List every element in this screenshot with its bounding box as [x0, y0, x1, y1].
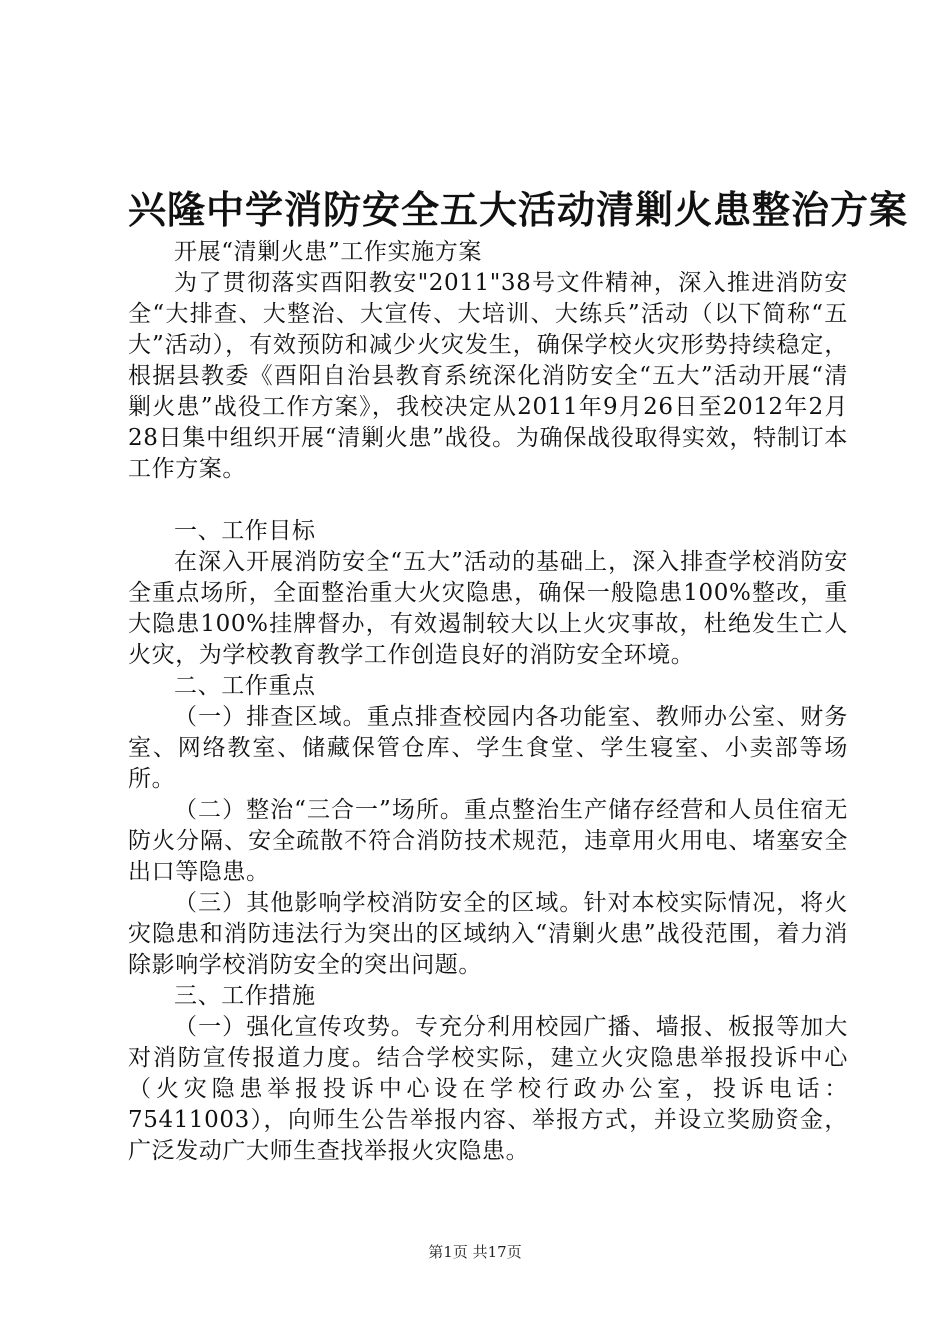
- intro-paragraph: 为了贯彻落实酉阳教安"2011"38号文件精神，深入推进消防安全“大排查、大整治、大宣传、大培训、大练兵”活动（以下简称“五大”活动），有效预防和减少火灾发生，确保学校火灾形势持续稳定，根据县教委《酉阳自治县教育系统深化消防安全“五大”活动开展“清剿火患”战役工作方案》，我校决定从2011年9月26日至2012年2月28日集中组织开展“清剿火患”战役。为确保战役取得实效，特制订本工作方案。: [128, 270, 848, 482]
- section-heading-measures: 三、工作措施: [174, 983, 316, 1009]
- page-number-footer: 第1页 共17页: [428, 1243, 522, 1261]
- document-subtitle: 开展“清剿火患”工作实施方案: [174, 239, 482, 265]
- measures-item-1: （一）强化宣传攻势。专充分利用校园广播、墙报、板报等加大对消防宣传报道力度。结合学校实际，建立火灾隐患举报投诉中心（火灾隐患举报投诉中心设在学校行政办公室，投诉电话：75411003），向师生公告举报内容、举报方式，并设立奖励资金，广泛发动广大师生查找举报火灾隐患。: [128, 1014, 848, 1164]
- document-title: 兴隆中学消防安全五大活动清剿火患整治方案: [128, 187, 909, 232]
- section-heading-focus: 二、工作重点: [174, 673, 316, 699]
- document-body: [128, 237, 848, 1167]
- section-heading-goals: 一、工作目标: [174, 518, 316, 544]
- focus-item-1: （一）排查区域。重点排查校园内各功能室、教师办公室、财务室、网络教室、储藏保管仓库、学生食堂、学生寝室、小卖部等场所。: [128, 704, 848, 792]
- focus-item-3: （三）其他影响学校消防安全的区域。针对本校实际情况，将火灾隐患和消防违法行为突出的区域纳入“清剿火患”战役范围，着力消除影响学校消防安全的突出问题。: [128, 890, 848, 978]
- goals-paragraph: 在深入开展消防安全“五大”活动的基础上，深入排查学校消防安全重点场所，全面整治重大火灾隐患，确保一般隐患100%整改，重大隐患100%挂牌督办，有效遏制较大以上火灾事故，杜绝发生亡人火灾，为学校教育教学工作创造良好的消防安全环境。: [128, 549, 848, 668]
- focus-item-2: （二）整治“三合一”场所。重点整治生产储存经营和人员住宿无防火分隔、安全疏散不符合消防技术规范，违章用火用电、堵塞安全出口等隐患。: [128, 797, 848, 885]
